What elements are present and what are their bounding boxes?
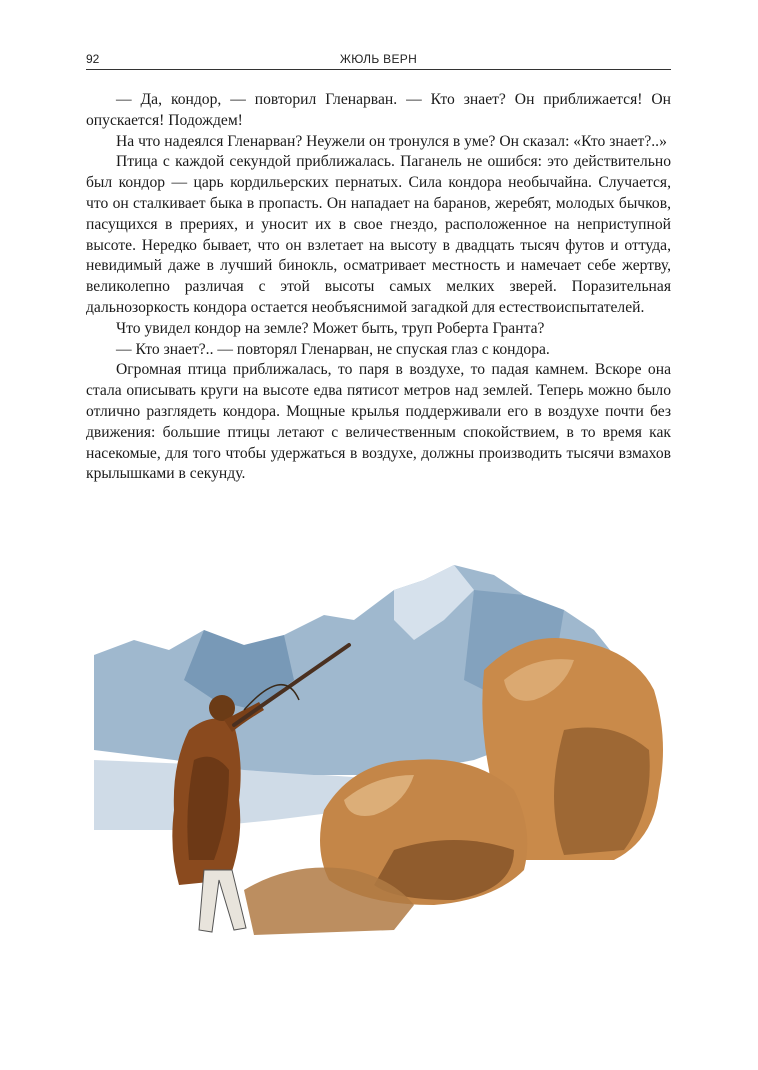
body-text xyxy=(86,90,671,485)
hunter-legs xyxy=(199,870,246,932)
paragraph: Что увидел кондор на земле? Может быть, труп Роберта Гранта? xyxy=(116,319,545,337)
paragraph: На что надеялся Гленарван? Неужели он тронулся в уме? Он сказал: «Кто знает?..» xyxy=(116,132,667,150)
page-header xyxy=(86,50,671,70)
running-title: ЖЮЛЬ ВЕРН xyxy=(339,52,418,66)
page-number: 92 xyxy=(86,52,100,66)
illustration-hunter-with-rifle xyxy=(94,560,672,950)
paragraph: Птица с каждой секундой приближалась. Паганель не ошибся: это действительно был кондор — царь кордильерских пернатых. Сила кондора необычайна. Случается, что он сталкивает быка в пропасть. Он нападает на баранов, жеребят, молодых бычков, пасущихся в прериях, и уносит их в свое гнездо, расположенное на неприступной высоте. Нередко бывает, что он взлетает на высоту в двадцать тысяч футов и оттуда, невидимый даже в лучший бинокль, осматривает местность и намечает себе жертву, великолепно различая с этой высоты самых мелких зверей. Поразительная дальнозоркость кондора остается необъяснимой загадкой для естествоиспытателей. xyxy=(86,153,671,316)
paragraph: — Да, кондор, — повторил Гленарван. — Кто знает? Он приближается! Он опускается! Подождем! xyxy=(86,91,671,129)
header-rule xyxy=(86,69,671,70)
illustration-drawing xyxy=(94,560,672,950)
paragraph: Огромная птица приближалась, то паря в воздухе, то падая камнем. Вскоре она стала описывать круги на высоте едва пятисот метров над землей. Теперь можно было отлично разглядеть кондора. Мощные крылья поддерживали его в воздухе почти без движения: большие птицы летают с величественным спокойствием, в то время как насекомые, для того чтобы удержаться в воздухе, должны производить тысячи взмахов крылышками в секунду. xyxy=(86,361,671,483)
paragraph: — Кто знает?.. — повторял Гленарван, не спуская глаз с кондора. xyxy=(116,340,550,358)
